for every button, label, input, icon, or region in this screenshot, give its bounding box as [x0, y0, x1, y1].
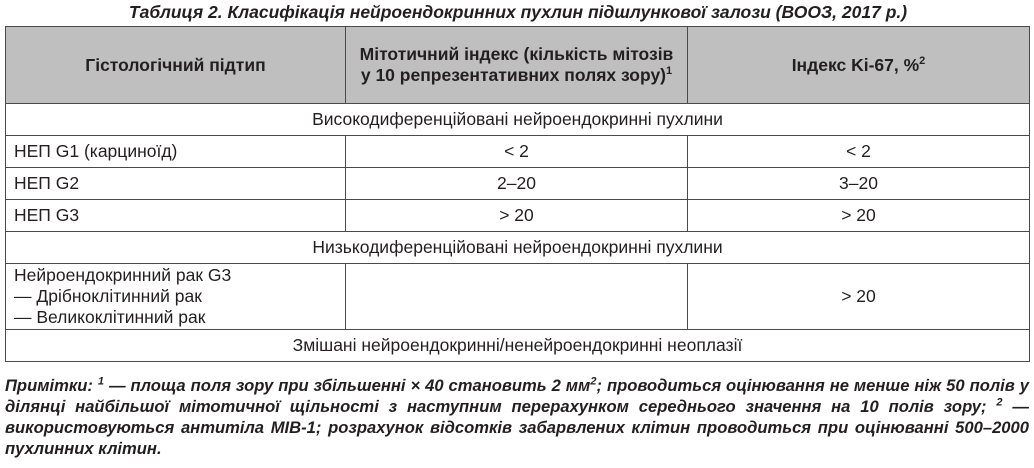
cell-ki67: 3–20: [688, 168, 1030, 200]
table-header-row: [6, 27, 1030, 104]
subtype-line: — Великоклітинний рак: [14, 307, 206, 327]
note-text: ; проводиться оцінювання не менше ніж 50 полів у ділянці найбільшої мітотичної щільності з наступним перерахунком середнього значення на 10 полів зору;: [5, 376, 1030, 416]
group-row-mixed: [6, 330, 1030, 362]
unit-superscript: 2: [590, 375, 597, 388]
table-row: [6, 200, 1030, 232]
group-label: Змішані нейроендокринні/ненейроендокринні неоплазії: [6, 330, 1030, 362]
header-histological-subtype: Гістологічний підтип: [6, 27, 346, 104]
cell-subtype: НЕП G2: [6, 168, 346, 200]
subtype-line: — Дрібноклітинний рак: [14, 286, 202, 306]
table-notes: [5, 375, 1029, 459]
subtype-line: Нейроендокринний рак G3: [14, 265, 232, 285]
group-row-poorly-differentiated: [6, 232, 1030, 264]
group-label: Низькодиференційовані нейроендокринні пухлини: [6, 232, 1030, 264]
table-row: [6, 264, 1030, 330]
group-label: Високодиференційовані нейроендокринні пухлини: [6, 104, 1030, 136]
footnote-marker: 1: [666, 65, 673, 78]
cell-subtype: [6, 264, 346, 330]
table-caption: Таблиця 2. Класифікація нейроендокринних пухлин підшлункової залози (ВООЗ, 2017 р.): [128, 2, 908, 22]
cell-ki67: > 20: [688, 200, 1030, 232]
footnote-marker: 2: [919, 54, 926, 67]
header-ki67-index: Індекс Ki-67, %$^2$: [688, 27, 1030, 104]
note-text: — використовуються антитіла MIB-1; розрахунок відсотків забарвлених клітин проводиться при оцінюванні 500–2000 пухлинних клітин.: [5, 397, 1029, 458]
note-text: — площа поля зору при збільшенні × 40 становить 2 мм: [104, 376, 591, 395]
table-row: [6, 168, 1030, 200]
cell-mitotic: 2–20: [346, 168, 688, 200]
cell-ki67: > 20: [688, 264, 1030, 330]
cell-mitotic: < 2: [346, 136, 688, 168]
cell-subtype: НЕП G1 (карциноїд): [6, 136, 346, 168]
header-mitotic-index: Мітотичний індекс (кількість мітозів у 10 репрезентативних полях зору)$^1$: [346, 27, 688, 104]
notes-label: Примітки:: [5, 376, 93, 395]
footnote-marker: 2: [996, 396, 1003, 409]
table-row: [6, 136, 1030, 168]
cell-mitotic: > 20: [346, 200, 688, 232]
cell-mitotic: [346, 264, 688, 330]
classification-table: [5, 26, 1030, 362]
cell-subtype: НЕП G3: [6, 200, 346, 232]
footnote-marker: 1: [97, 375, 105, 388]
group-row-well-differentiated: [6, 104, 1030, 136]
cell-ki67: < 2: [688, 136, 1030, 168]
